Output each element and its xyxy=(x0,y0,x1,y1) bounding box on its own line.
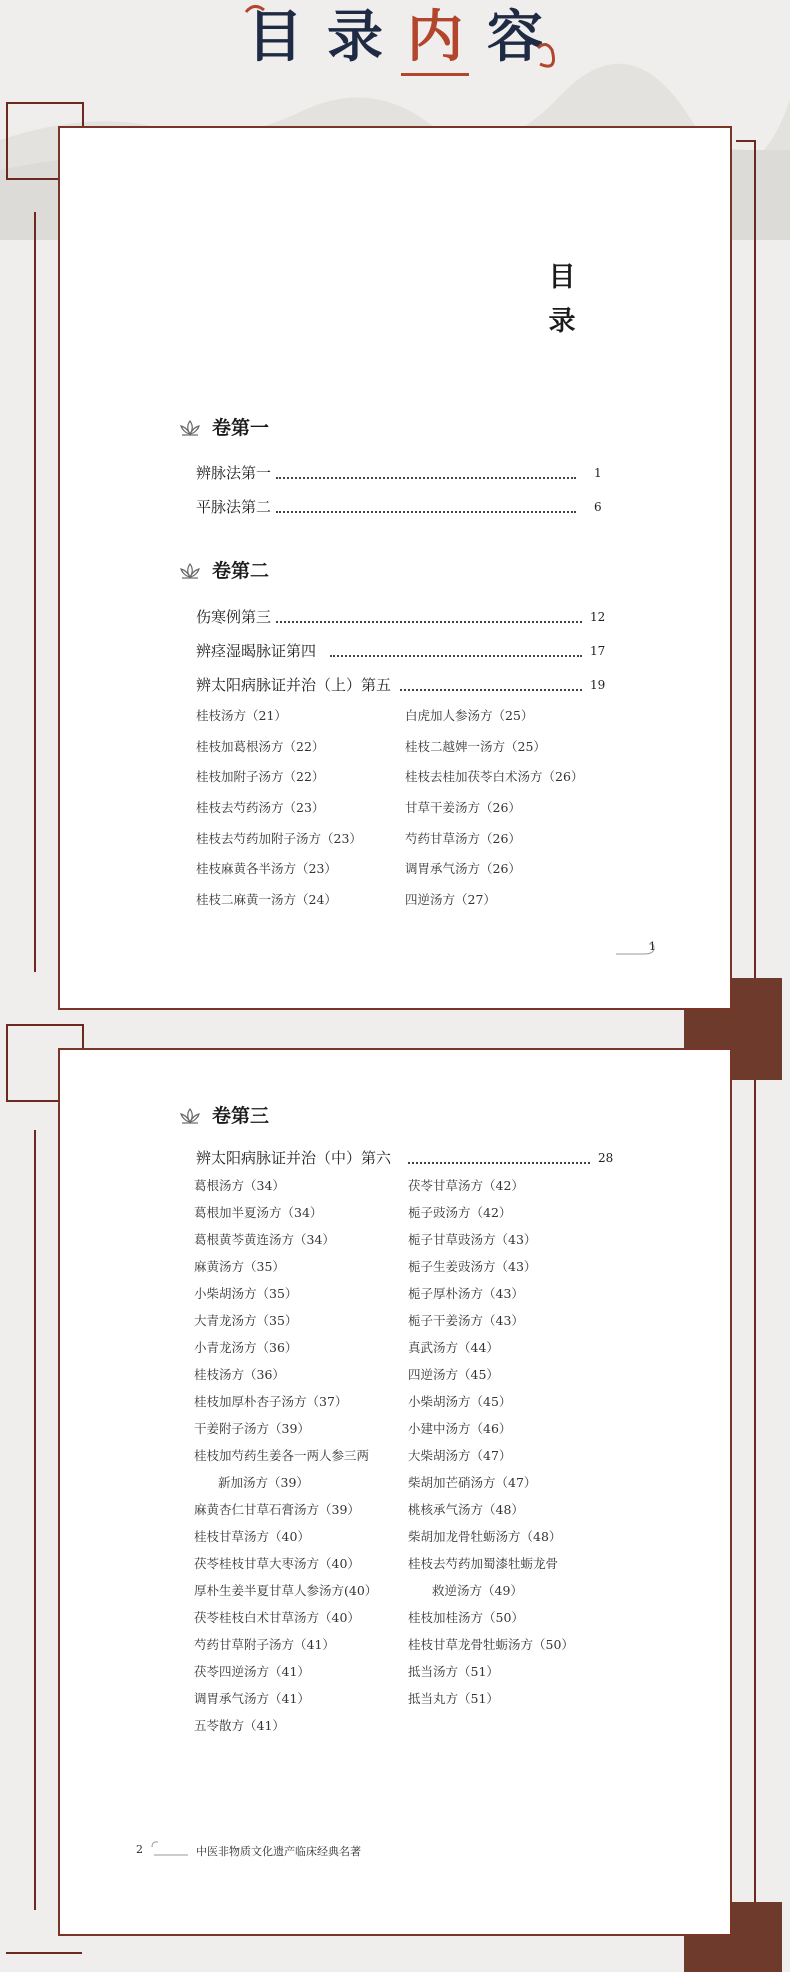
lotus-icon xyxy=(178,418,202,438)
subentry[interactable]: 抵当汤方（51） xyxy=(408,1664,499,1679)
subentry[interactable]: 桂枝加芍药生姜各一两人参三两 xyxy=(194,1448,370,1463)
frame-line xyxy=(82,1024,84,1048)
toc-entry-title: 伤寒例第三 xyxy=(196,608,272,626)
subentry[interactable]: 大青龙汤方（35） xyxy=(194,1313,298,1328)
volume-heading-text: 卷第一 xyxy=(212,417,270,439)
banner-char: 录 xyxy=(327,5,383,70)
subentry[interactable]: 桂枝二麻黄一汤方（24） xyxy=(196,892,337,907)
toc-entry-title: 辨脉法第一 xyxy=(196,464,272,482)
frame-line xyxy=(6,102,82,104)
leader-dots xyxy=(276,607,582,623)
volume-heading xyxy=(178,1104,378,1128)
subentry[interactable]: 桂枝汤方（21） xyxy=(196,708,287,723)
subentry[interactable]: 干姜附子汤方（39） xyxy=(194,1421,310,1436)
subentry[interactable]: 柴胡加龙骨牡蛎汤方（48） xyxy=(408,1529,562,1544)
subentry[interactable]: 桂枝汤方（36） xyxy=(194,1367,285,1382)
frame-line xyxy=(34,212,36,972)
subentry-continuation[interactable]: 救逆汤方（49） xyxy=(432,1583,523,1598)
page-number: 2 xyxy=(136,1843,143,1856)
toc-entry-title: 辨太阳病脉证并治（中）第六 xyxy=(196,1149,392,1167)
leader-dots xyxy=(400,675,582,691)
series-title: 中医非物质文化遗产临床经典名著 xyxy=(196,1845,361,1858)
subentry[interactable]: 桃核承气汤方（48） xyxy=(408,1502,524,1517)
toc-entry-title: 辨太阳病脉证并治（上）第五 xyxy=(196,676,392,694)
banner-char: 目 xyxy=(247,5,303,70)
frame-line xyxy=(6,1952,82,1954)
frame-line xyxy=(6,1100,62,1102)
frame-line xyxy=(34,1130,36,1910)
book-page-1 xyxy=(58,126,732,1010)
page-number: 1 xyxy=(649,940,656,953)
subentry[interactable]: 四逆汤方（27） xyxy=(405,892,496,907)
frame-line xyxy=(6,1024,8,1100)
subentry[interactable]: 茯苓四逆汤方（41） xyxy=(194,1664,310,1679)
subentry[interactable]: 桂枝去芍药汤方（23） xyxy=(196,800,325,815)
toc-entry[interactable] xyxy=(196,1148,636,1168)
subentry[interactable]: 葛根汤方（34） xyxy=(194,1178,285,1193)
toc-entry-page: 12 xyxy=(590,610,606,624)
subentry[interactable]: 桂枝甘草汤方（40） xyxy=(194,1529,310,1544)
leader-dots xyxy=(330,641,582,657)
subentry[interactable]: 桂枝加葛根汤方（22） xyxy=(196,739,325,754)
subentry[interactable]: 小建中汤方（46） xyxy=(408,1421,512,1436)
subentry[interactable]: 白虎加人参汤方（25） xyxy=(405,708,534,723)
subentry[interactable]: 桂枝甘草龙骨牡蛎汤方（50） xyxy=(408,1637,574,1652)
subentry[interactable]: 真武汤方（44） xyxy=(408,1340,499,1355)
volume-heading-text: 卷第三 xyxy=(212,1105,270,1127)
lotus-icon xyxy=(178,561,202,581)
subentry[interactable]: 柴胡加芒硝汤方（47） xyxy=(408,1475,537,1490)
leader-dots xyxy=(276,497,576,513)
frame-line xyxy=(82,102,84,126)
subentry[interactable]: 小柴胡汤方（35） xyxy=(194,1286,298,1301)
toc-entry[interactable] xyxy=(196,607,616,627)
toc-entry-page: 1 xyxy=(594,466,602,480)
banner-swirl-decoration xyxy=(228,2,568,82)
leader-dots xyxy=(408,1148,590,1164)
subentry[interactable]: 桂枝加桂汤方（50） xyxy=(408,1610,524,1625)
subentry[interactable]: 桂枝加厚朴杏子汤方（37） xyxy=(194,1394,348,1409)
subentry[interactable]: 大柴胡汤方（47） xyxy=(408,1448,512,1463)
book-page-2 xyxy=(58,1048,732,1936)
frame-line xyxy=(736,140,756,142)
subentry[interactable]: 茯苓桂枝甘草大枣汤方（40） xyxy=(194,1556,360,1571)
toc-entry[interactable] xyxy=(196,641,616,661)
toc-entry[interactable] xyxy=(196,675,616,695)
subentry[interactable]: 栀子豉汤方（42） xyxy=(408,1205,512,1220)
volume-heading xyxy=(178,416,378,440)
page-title-vertical xyxy=(532,256,592,344)
subentry[interactable]: 栀子生姜豉汤方（43） xyxy=(408,1259,537,1274)
subentry[interactable]: 麻黄杏仁甘草石膏汤方（39） xyxy=(194,1502,360,1517)
toc-entry[interactable] xyxy=(196,463,616,483)
toc-entry-page: 6 xyxy=(594,500,602,514)
subentry[interactable]: 栀子厚朴汤方（43） xyxy=(408,1286,524,1301)
toc-entry-title: 平脉法第二 xyxy=(196,498,272,516)
subentry[interactable]: 桂枝麻黄各半汤方（23） xyxy=(196,861,337,876)
page-title-char: 录 xyxy=(548,306,576,337)
subentry[interactable]: 厚朴生姜半夏甘草人参汤方(40） xyxy=(194,1583,378,1598)
volume-heading-text: 卷第二 xyxy=(212,560,270,582)
subentry[interactable]: 桂枝去芍药加蜀漆牡蛎龙骨 xyxy=(408,1556,559,1571)
toc-entry-page: 28 xyxy=(598,1151,614,1165)
leader-dots xyxy=(276,463,576,479)
banner-char-highlight: 内 xyxy=(407,2,463,74)
volume-heading xyxy=(178,559,378,583)
toc-entry-page: 19 xyxy=(590,678,606,692)
subentry[interactable]: 调胃承气汤方（26） xyxy=(405,861,521,876)
subentry[interactable]: 甘草干姜汤方（26） xyxy=(405,800,521,815)
toc-entry-page: 17 xyxy=(590,644,606,658)
toc-entry-title: 辨痉湿暍脉证第四 xyxy=(196,642,317,660)
subentry[interactable]: 麻黄汤方（35） xyxy=(194,1259,285,1274)
subentry[interactable]: 小青龙汤方（36） xyxy=(194,1340,298,1355)
subentry[interactable]: 芍药甘草汤方（26） xyxy=(405,831,521,846)
frame-line xyxy=(6,102,8,178)
subentry[interactable]: 桂枝二越婢一汤方（25） xyxy=(405,739,546,754)
frame-line xyxy=(6,1024,82,1026)
subentry-continuation[interactable]: 新加汤方（39） xyxy=(218,1475,309,1490)
subentry[interactable]: 四逆汤方（45） xyxy=(408,1367,499,1382)
subentry[interactable]: 栀子甘草豉汤方（43） xyxy=(408,1232,537,1247)
subentry[interactable]: 茯苓桂枝白术甘草汤方（40） xyxy=(194,1610,360,1625)
subentry[interactable]: 桂枝加附子汤方（22） xyxy=(196,769,325,784)
page-number-decoration xyxy=(150,1839,190,1859)
subentry[interactable]: 抵当丸方（51） xyxy=(408,1691,499,1706)
subentry[interactable]: 栀子干姜汤方（43） xyxy=(408,1313,524,1328)
subentry[interactable]: 桂枝去芍药加附子汤方（23） xyxy=(196,831,362,846)
subentry[interactable]: 芍药甘草附子汤方（41） xyxy=(194,1637,335,1652)
subentry[interactable]: 调胃承气汤方（41） xyxy=(194,1691,310,1706)
banner-char: 容 xyxy=(487,5,543,70)
page-title-char: 目 xyxy=(548,262,576,293)
subentry[interactable]: 茯苓甘草汤方（42） xyxy=(408,1178,524,1193)
subentry[interactable]: 桂枝去桂加茯苓白术汤方（26） xyxy=(405,769,584,784)
lotus-icon xyxy=(178,1106,202,1126)
toc-entry[interactable] xyxy=(196,497,616,517)
subentry[interactable]: 葛根黄芩黄连汤方（34） xyxy=(194,1232,335,1247)
subentry[interactable]: 小柴胡汤方（45） xyxy=(408,1394,512,1409)
subentry[interactable]: 葛根加半夏汤方（34） xyxy=(194,1205,323,1220)
subentry[interactable]: 五苓散方（41） xyxy=(194,1718,285,1733)
